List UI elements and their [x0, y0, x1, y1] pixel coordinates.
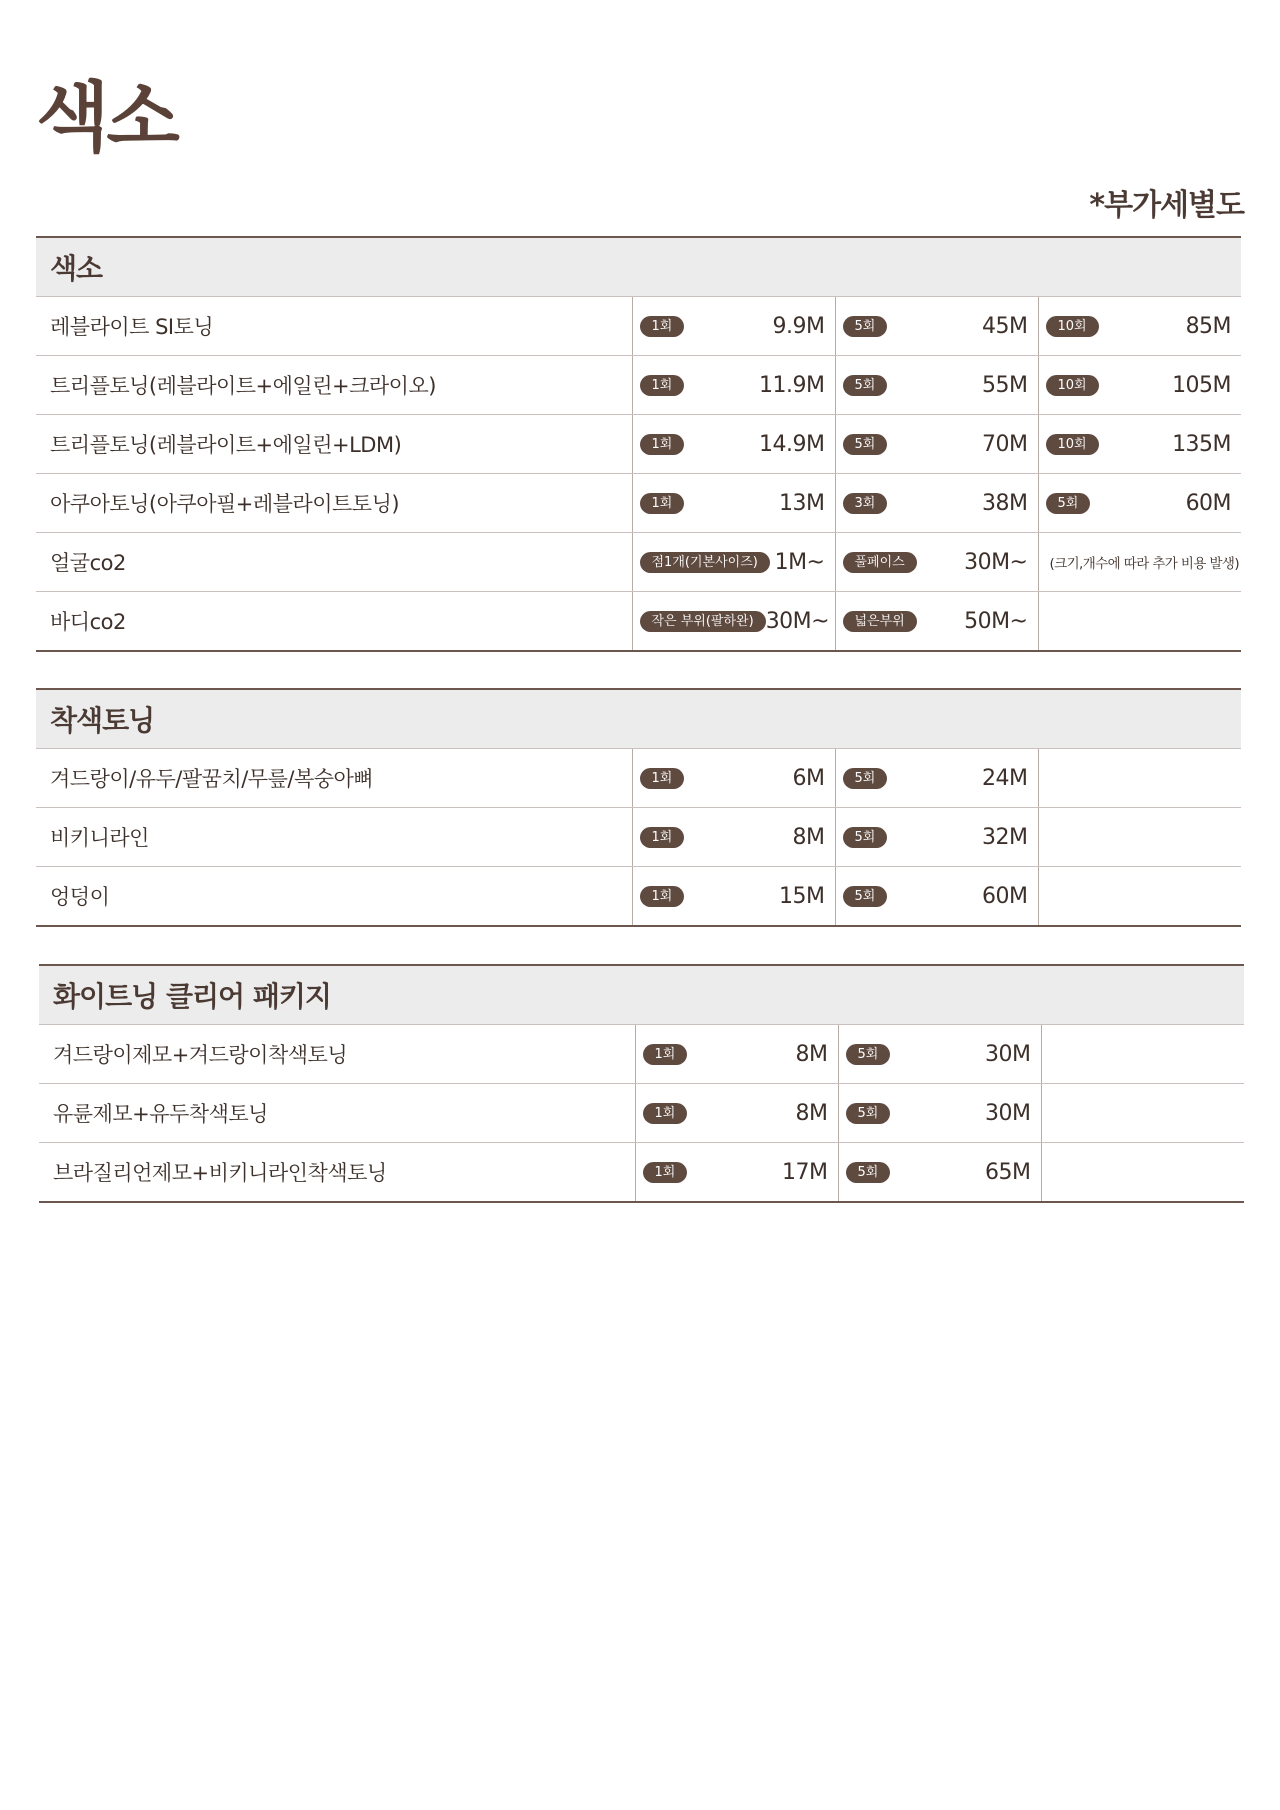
price-value: 70M — [982, 431, 1028, 457]
price-cell — [835, 808, 1038, 867]
session-badge: 5회 — [846, 1162, 891, 1183]
table-row — [36, 533, 1241, 592]
session-badge: 점1개(기본사이즈) — [640, 552, 770, 573]
treatment-name: 얼굴co2 — [36, 533, 632, 592]
session-badge: 작은 부위(팔하완) — [640, 611, 766, 632]
table-row — [36, 749, 1241, 808]
treatment-name: 아쿠아토닝(아쿠아필+레블라이트토닝) — [36, 474, 632, 533]
price-value: 85M — [1185, 313, 1232, 339]
session-badge: 10회 — [1046, 434, 1099, 455]
price-cell — [632, 356, 835, 415]
price-cell — [632, 808, 835, 867]
table-row — [36, 474, 1241, 533]
price-value: 11.9M — [759, 372, 825, 398]
session-badge: 1회 — [640, 434, 685, 455]
price-cell — [835, 415, 1038, 474]
price-cell — [1038, 356, 1241, 415]
treatment-name: 브라질리언제모+비키니라인착색토닝 — [39, 1143, 635, 1203]
price-cell — [1038, 867, 1241, 927]
price-value: 1M~ — [774, 549, 825, 575]
price-cell — [835, 592, 1038, 652]
session-badge: 1회 — [643, 1044, 688, 1065]
vat-note: *부가세별도 — [1089, 188, 1244, 223]
price-cell — [632, 592, 835, 652]
session-badge: 1회 — [640, 886, 685, 907]
price-cell — [635, 1025, 838, 1084]
price-cell — [1041, 1025, 1244, 1084]
price-cell — [1041, 1084, 1244, 1143]
price-value: 38M — [982, 490, 1028, 516]
price-value: 8M — [792, 824, 825, 850]
price-value: 6M — [792, 765, 825, 791]
treatment-name: 유륜제모+유두착색토닝 — [39, 1084, 635, 1143]
price-cell — [838, 1025, 1041, 1084]
price-cell — [1038, 474, 1241, 533]
section-header-row — [36, 689, 1241, 749]
session-badge: 5회 — [1046, 493, 1091, 514]
price-cell — [632, 297, 835, 356]
price-cell — [835, 356, 1038, 415]
table-row — [36, 297, 1241, 356]
table-row — [36, 592, 1241, 652]
price-value: 8M — [795, 1041, 828, 1067]
session-badge: 풀페이스 — [843, 552, 917, 573]
table-row — [39, 1143, 1244, 1203]
price-note: (크기,개수에 따라 추가 비용 발생) — [1049, 556, 1240, 572]
session-badge: 1회 — [643, 1103, 688, 1124]
session-badge: 5회 — [846, 1044, 891, 1065]
price-cell — [838, 1084, 1041, 1143]
section-title: 화이트닝 클리어 패키지 — [39, 965, 1244, 1025]
table-row — [36, 415, 1241, 474]
price-value: 14.9M — [759, 431, 825, 457]
treatment-name: 비키니라인 — [36, 808, 632, 867]
price-value: 60M — [1185, 490, 1232, 516]
treatment-name: 트리플토닝(레블라이트+에일린+LDM) — [36, 415, 632, 474]
price-cell — [1038, 592, 1241, 652]
session-badge: 5회 — [843, 316, 888, 337]
price-value: 30M~ — [964, 549, 1028, 575]
section-header-row — [39, 965, 1244, 1025]
price-value: 50M~ — [964, 608, 1028, 634]
price-value: 55M — [982, 372, 1028, 398]
treatment-name: 겨드랑이제모+겨드랑이착색토닝 — [39, 1025, 635, 1084]
table-row — [36, 356, 1241, 415]
price-value: 24M — [982, 765, 1028, 791]
price-cell — [1038, 749, 1241, 808]
session-badge: 5회 — [843, 375, 888, 396]
section-header-row — [36, 237, 1241, 297]
session-badge: 3회 — [843, 493, 888, 514]
price-value: 30M~ — [765, 608, 830, 634]
price-cell — [632, 415, 835, 474]
price-cell — [1041, 1143, 1244, 1203]
price-value: 17M — [782, 1159, 828, 1185]
session-badge: 5회 — [843, 827, 888, 848]
session-badge: 10회 — [1046, 316, 1099, 337]
treatment-name: 레블라이트 SI토닝 — [36, 297, 632, 356]
price-cell — [635, 1084, 838, 1143]
table-row — [39, 1025, 1244, 1084]
session-badge: 10회 — [1046, 375, 1099, 396]
session-badge: 5회 — [843, 434, 888, 455]
price-table-pigmentation-toning — [36, 688, 1241, 927]
price-value: 13M — [779, 490, 825, 516]
price-value: 45M — [982, 313, 1028, 339]
section-title: 색소 — [36, 237, 1241, 297]
price-cell — [1038, 808, 1241, 867]
price-cell — [1038, 533, 1241, 592]
price-cell — [835, 749, 1038, 808]
price-value: 105M — [1172, 372, 1232, 398]
price-cell — [835, 297, 1038, 356]
price-cell — [632, 867, 835, 927]
section-title: 착색토닝 — [36, 689, 1241, 749]
price-cell — [838, 1143, 1041, 1203]
price-cell — [632, 533, 835, 592]
session-badge: 1회 — [640, 375, 685, 396]
treatment-name: 바디co2 — [36, 592, 632, 652]
session-badge: 5회 — [843, 768, 888, 789]
treatment-name: 트리플토닝(레블라이트+에일린+크라이오) — [36, 356, 632, 415]
session-badge: 1회 — [643, 1162, 688, 1183]
price-cell — [632, 474, 835, 533]
price-cell — [1038, 415, 1241, 474]
price-cell — [835, 867, 1038, 927]
table-row — [36, 867, 1241, 927]
price-cell — [835, 533, 1038, 592]
price-cell — [835, 474, 1038, 533]
price-cell — [635, 1143, 838, 1203]
treatment-name: 겨드랑이/유두/팔꿈치/무릎/복숭아뼈 — [36, 749, 632, 808]
table-row — [39, 1084, 1244, 1143]
price-value: 30M — [985, 1100, 1031, 1126]
price-value: 15M — [779, 883, 825, 909]
page-title: 색소 — [36, 73, 177, 162]
session-badge: 5회 — [843, 886, 888, 907]
price-value: 30M — [985, 1041, 1031, 1067]
price-value: 32M — [982, 824, 1028, 850]
price-cell — [1038, 297, 1241, 356]
session-badge: 1회 — [640, 316, 685, 337]
price-value: 8M — [795, 1100, 828, 1126]
price-cell — [632, 749, 835, 808]
session-badge: 5회 — [846, 1103, 891, 1124]
price-value: 65M — [985, 1159, 1031, 1185]
price-table-pigment — [36, 236, 1241, 652]
table-row — [36, 808, 1241, 867]
price-value: 9.9M — [772, 313, 825, 339]
session-badge: 1회 — [640, 768, 685, 789]
treatment-name: 엉덩이 — [36, 867, 632, 927]
session-badge: 넓은부위 — [843, 611, 917, 632]
session-badge: 1회 — [640, 827, 685, 848]
session-badge: 1회 — [640, 493, 685, 514]
price-value: 135M — [1172, 431, 1232, 457]
price-value: 60M — [982, 883, 1028, 909]
price-table-whitening-clear-package — [39, 964, 1244, 1203]
